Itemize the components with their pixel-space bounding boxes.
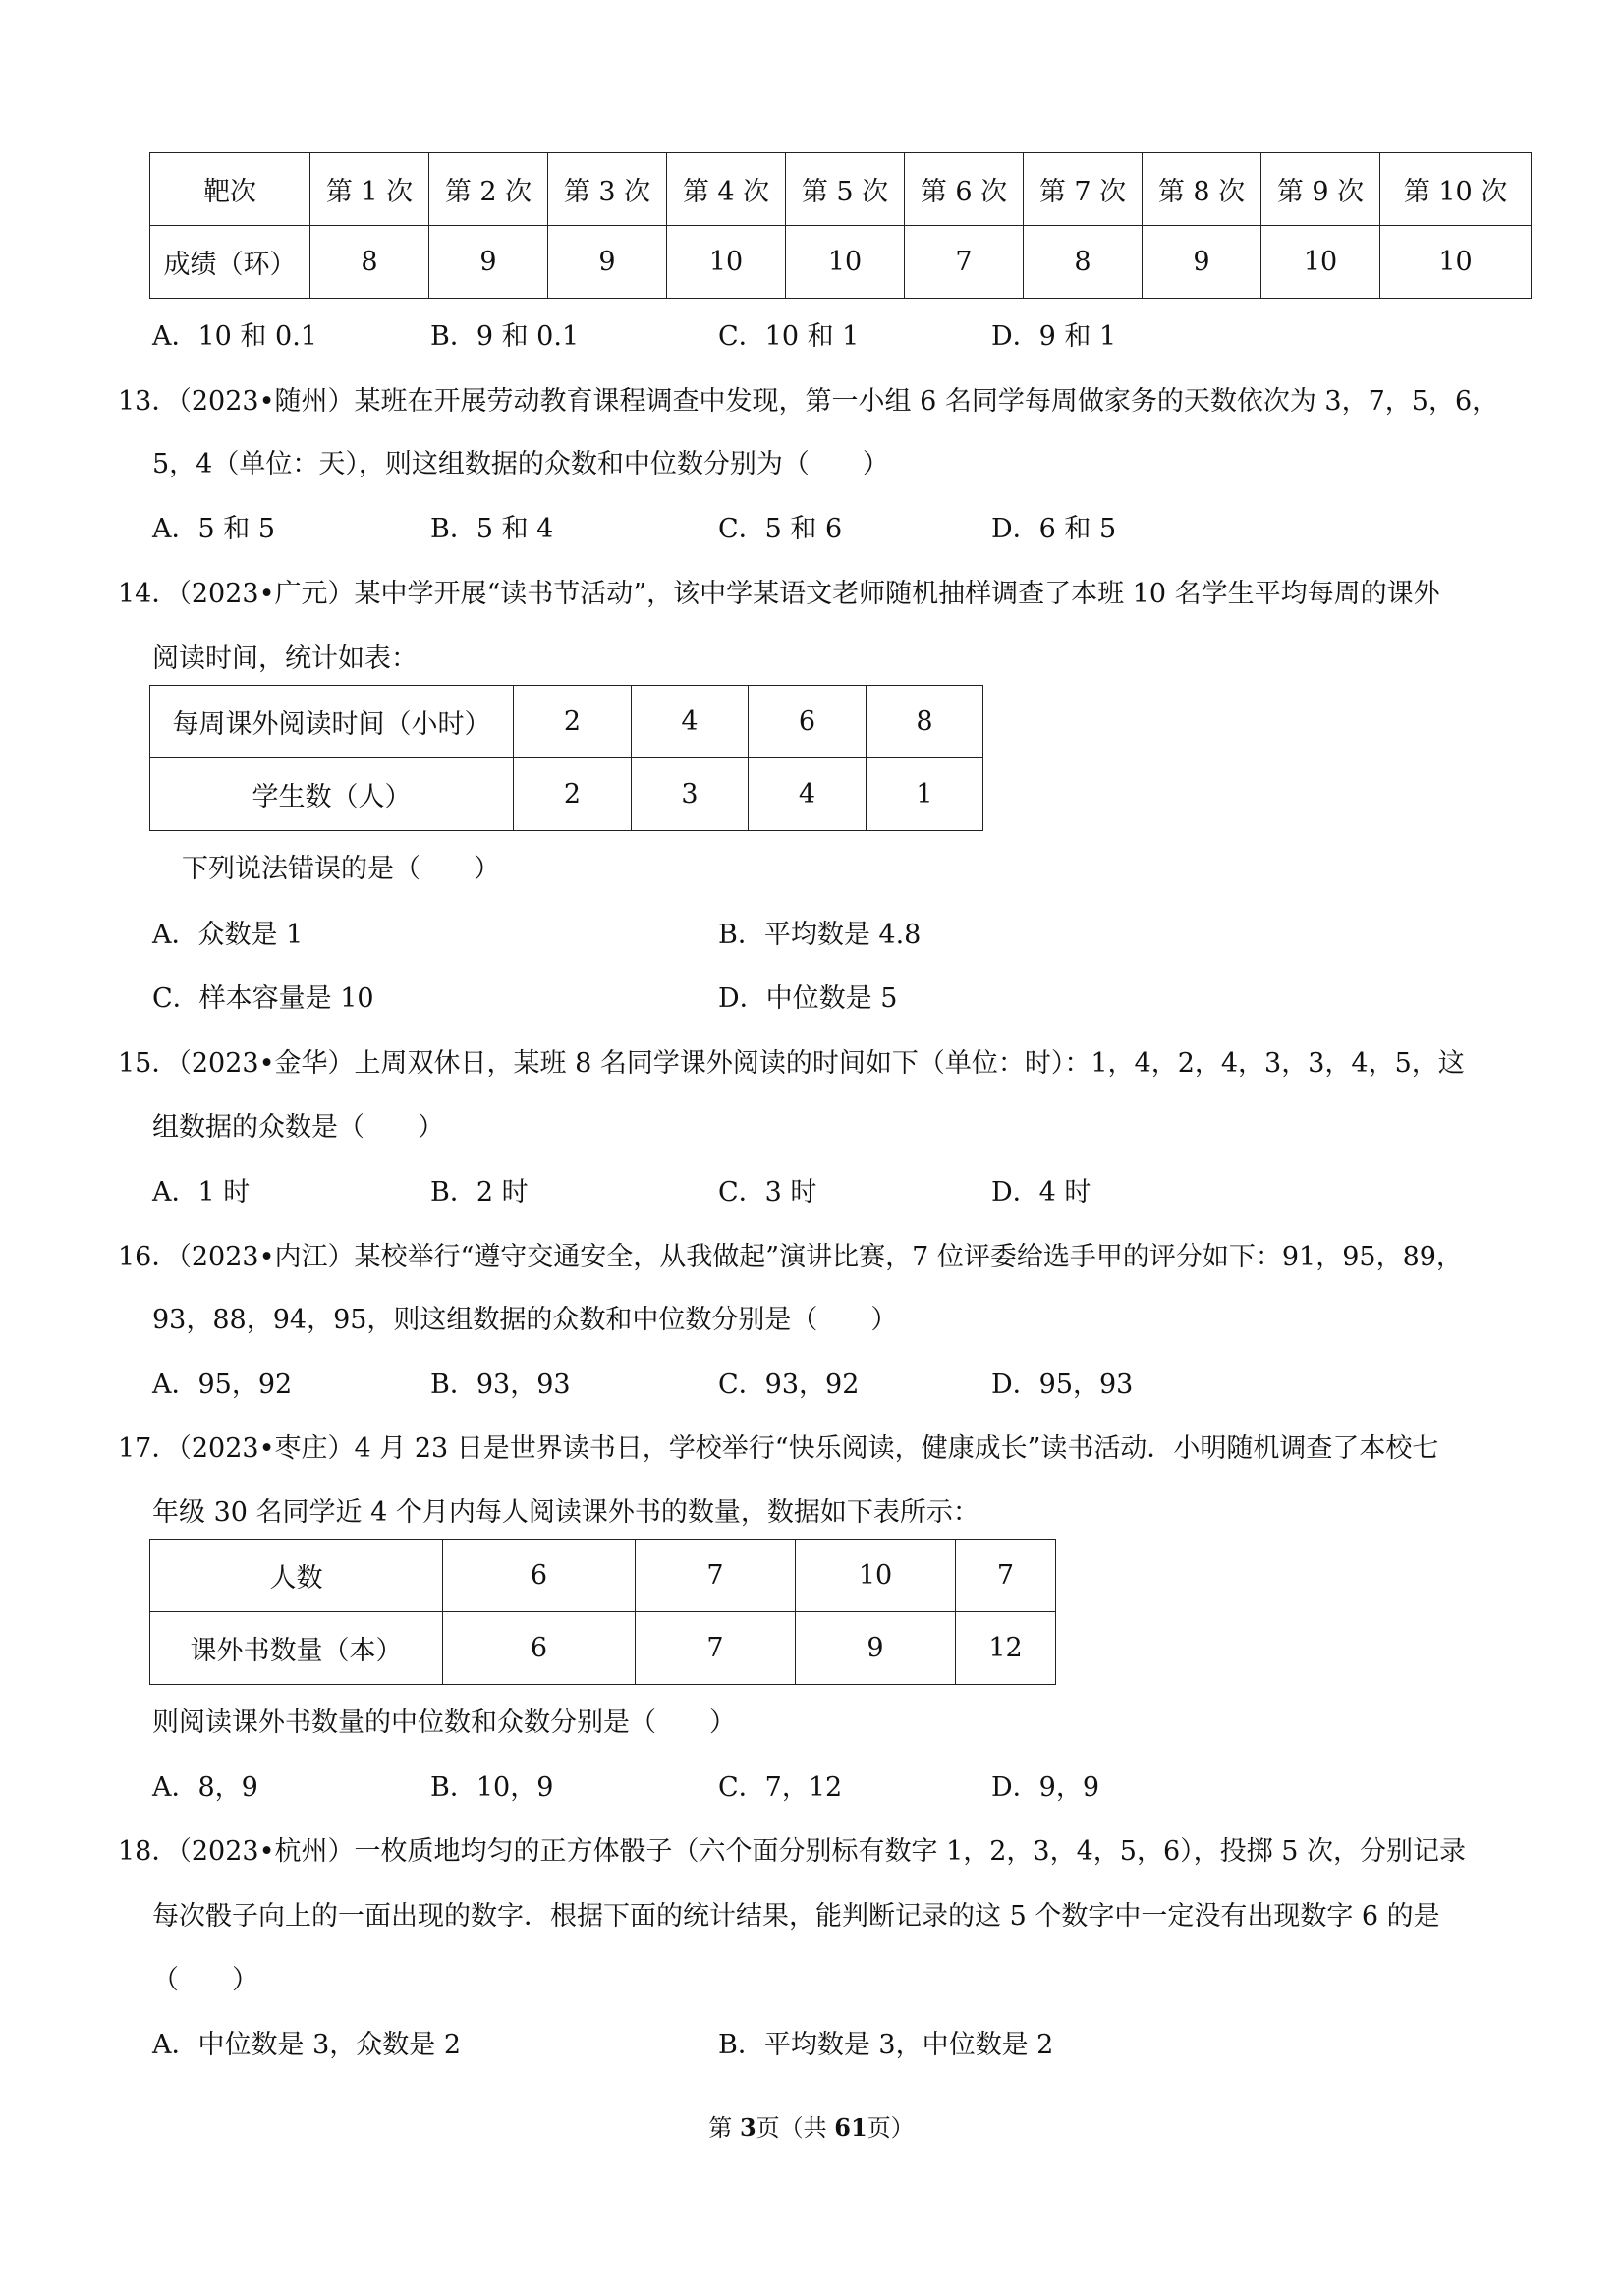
q18-stem-line1: 18．（2023•杭州）一枚质地均匀的正方体骰子（六个面分别标有数字 1，2，3，4，5，6），投掷 5 次，分别记录	[118, 1836, 1466, 1867]
q18-option-b: B．平均数是 3，中位数是 2	[718, 2030, 1054, 2060]
q16-option-c: C．93，92	[718, 1370, 860, 1400]
q12-table-row-header	[150, 153, 1532, 226]
table-cell: 2	[514, 758, 632, 831]
table-cell: 7	[905, 226, 1024, 299]
q16-option-b: B．93，93	[430, 1370, 571, 1400]
q12-option-c: C．10 和 1	[718, 321, 860, 352]
table-cell: 4	[632, 686, 749, 758]
q13-option-c: C．5 和 6	[718, 514, 843, 544]
q17-table-row-people	[150, 1540, 1056, 1612]
q13-option-d: D．6 和 5	[991, 514, 1117, 544]
table-cell: 第 10 次	[1380, 153, 1532, 226]
table-cell: 9	[548, 226, 667, 299]
table-cell: 9	[429, 226, 548, 299]
q15-option-d: D．4 时	[991, 1177, 1091, 1207]
page-footer	[0, 2108, 1623, 2143]
table-cell: 7	[956, 1540, 1056, 1612]
q12-option-b: B．9 和 0.1	[430, 321, 580, 352]
q15-option-c: C．3 时	[718, 1177, 817, 1207]
q12-option-d: D．9 和 1	[991, 321, 1117, 352]
q17-option-d: D．9，9	[991, 1772, 1100, 1803]
table-cell: 7	[636, 1540, 796, 1612]
q17-prompt: 则阅读课外书数量的中位数和众数分别是（ ）	[152, 1708, 736, 1738]
q14-option-c: C．样本容量是 10	[152, 983, 374, 1014]
table-cell: 6	[443, 1540, 636, 1612]
q15-option-a: A．1 时	[152, 1177, 251, 1207]
footer-page-number: 3	[739, 2113, 756, 2142]
q18-option-a: A．中位数是 3，众数是 2	[152, 2030, 462, 2060]
table-cell: 10	[1261, 226, 1380, 299]
q13-stem-line1: 13．（2023•随州）某班在开展劳动教育课程调查中发现，第一小组 6 名同学每周做家务的天数依次为 3，7，5，6，	[118, 386, 1499, 417]
table-cell: 12	[956, 1612, 1056, 1685]
q14-option-a: A．众数是 1	[152, 920, 304, 950]
table-cell: 9	[1143, 226, 1261, 299]
q17-option-c: C．7，12	[718, 1772, 843, 1803]
table-cell: 第 3 次	[548, 153, 667, 226]
footer-middle: 页（共	[756, 2114, 835, 2142]
table-cell: 靶次	[150, 153, 310, 226]
q14-option-d: D．中位数是 5	[718, 983, 898, 1014]
table-cell: 第 5 次	[786, 153, 905, 226]
table-cell: 6	[749, 686, 867, 758]
table-cell: 第 8 次	[1143, 153, 1261, 226]
q13-option-b: B．5 和 4	[430, 514, 554, 544]
footer-prefix: 第	[708, 2114, 740, 2142]
table-cell: 6	[443, 1612, 636, 1685]
table-cell: 8	[310, 226, 429, 299]
q15-option-b: B．2 时	[430, 1177, 529, 1207]
q12-option-a: A．10 和 0.1	[152, 321, 317, 352]
table-cell: 第 2 次	[429, 153, 548, 226]
q16-stem-line1: 16．（2023•内江）某校举行“遵守交通安全，从我做起”演讲比赛，7 位评委给选手甲的评分如下：91，95，89，	[118, 1242, 1463, 1272]
table-cell: 第 6 次	[905, 153, 1024, 226]
table-cell: 第 1 次	[310, 153, 429, 226]
table-cell: 2	[514, 686, 632, 758]
q14-table-row-students	[150, 758, 983, 831]
footer-suffix: 页）	[867, 2114, 915, 2142]
q14-stem-line1: 14．（2023•广元）某中学开展“读书节活动”，该中学某语文老师随机抽样调查了本班 10 名学生平均每周的课外	[118, 579, 1440, 609]
table-cell: 3	[632, 758, 749, 831]
q13-option-a: A．5 和 5	[152, 514, 276, 544]
table-cell: 10	[786, 226, 905, 299]
q12-table	[149, 152, 1532, 299]
table-cell: 4	[749, 758, 867, 831]
table-cell: 8	[1024, 226, 1143, 299]
q13-stem-line2: 5，4（单位：天），则这组数据的众数和中位数分别为（ ）	[152, 449, 889, 479]
footer-total-pages: 61	[834, 2113, 867, 2142]
table-cell: 10	[667, 226, 786, 299]
table-cell: 10	[1380, 226, 1532, 299]
table-cell: 成绩（环）	[150, 226, 310, 299]
q17-table	[149, 1539, 1056, 1685]
q17-stem-line1: 17．（2023•枣庄）4 月 23 日是世界读书日，学校举行“快乐阅读，健康成长”读书活动．小明随机调查了本校七	[118, 1433, 1439, 1464]
table-cell: 第 7 次	[1024, 153, 1143, 226]
q12-table-row-scores	[150, 226, 1532, 299]
table-cell: 1	[867, 758, 983, 831]
q17-option-a: A．8，9	[152, 1772, 258, 1803]
table-cell: 学生数（人）	[150, 758, 514, 831]
q18-stem-line3: （ ）	[152, 1965, 258, 1995]
q16-option-d: D．95，93	[991, 1370, 1134, 1400]
table-cell: 第 4 次	[667, 153, 786, 226]
table-cell: 7	[636, 1612, 796, 1685]
table-cell: 8	[867, 686, 983, 758]
table-cell: 第 9 次	[1261, 153, 1380, 226]
q16-option-a: A．95，92	[152, 1370, 293, 1400]
q15-stem-line1: 15．（2023•金华）上周双休日，某班 8 名同学课外阅读的时间如下（单位：时）：1，4，2，4，3，3，4，5，这	[118, 1048, 1465, 1079]
table-cell: 每周课外阅读时间（小时）	[150, 686, 514, 758]
table-cell: 10	[796, 1540, 956, 1612]
table-cell: 9	[796, 1612, 956, 1685]
table-cell: 课外书数量（本）	[150, 1612, 443, 1685]
q15-stem-line2: 组数据的众数是（ ）	[152, 1112, 444, 1143]
q14-table	[149, 685, 983, 831]
q18-stem-line2: 每次骰子向上的一面出现的数字．根据下面的统计结果，能判断记录的这 5 个数字中一定没有出现数字 6 的是	[152, 1901, 1440, 1932]
q14-table-row-time	[150, 686, 983, 758]
q17-table-row-books	[150, 1612, 1056, 1685]
table-cell: 人数	[150, 1540, 443, 1612]
q17-option-b: B．10，9	[430, 1772, 554, 1803]
q14-stem-line2: 阅读时间，统计如表：	[152, 644, 418, 674]
q14-prompt: 下列说法错误的是（ ）	[182, 854, 500, 884]
q17-stem-line2: 年级 30 名同学近 4 个月内每人阅读课外书的数量，数据如下表所示：	[152, 1497, 979, 1528]
q16-stem-line2: 93，88，94，95，则这组数据的众数和中位数分别是（ ）	[152, 1305, 898, 1335]
q14-option-b: B．平均数是 4.8	[718, 920, 922, 950]
